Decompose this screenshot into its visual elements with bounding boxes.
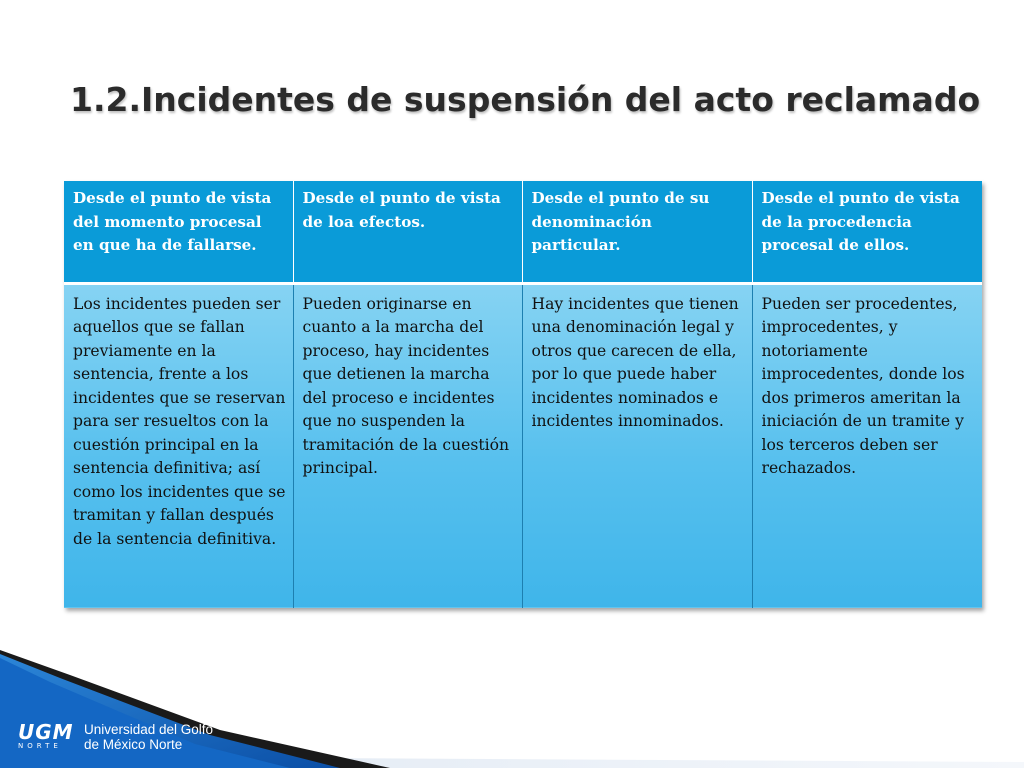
logo-sub: NORTE [18, 742, 62, 750]
incidents-table [64, 181, 982, 608]
table-header-row [64, 181, 982, 283]
institution-line-2: de México Norte [84, 737, 183, 752]
institution-line-1: Universidad del Golfo [84, 722, 214, 737]
slide-title: 1.2.Incidentes de suspensión del acto reclamado [70, 80, 981, 119]
ugm-logo-mark [18, 722, 72, 752]
body-cell-moment: Los incidentes pueden ser aquellos que se fallan previamente en la sentencia, frente a los incidentes que se reservan para ser resueltos con la cuestión principal en la sentencia definitiva; así como los incidentes que se tramitan y fallan después de la sentencia definitiva. [64, 283, 293, 608]
university-logo [18, 722, 213, 752]
institution-name [84, 722, 213, 752]
body-cell-procedence: Pueden ser procedentes, improcedentes, y notoriamente improcedentes, donde los dos primeros ameritan la iniciación de un tramite y los terceros deben ser rechazados. [752, 283, 982, 608]
header-cell-procedence: Desde el punto de vista de la procedencia procesal de ellos. [752, 181, 982, 283]
header-cell-denomination: Desde el punto de su denominación particular. [522, 181, 752, 283]
body-cell-effects: Pueden originarse en cuanto a la marcha del proceso, hay incidentes que detienen la marcha del proceso e incidentes que no suspenden la tramitación de la cuestión principal. [293, 283, 522, 608]
classification-table [64, 181, 982, 608]
body-cell-denomination: Hay incidentes que tienen una denominación legal y otros que carecen de ella, por lo que puede haber incidentes nominados e incidentes innominados. [522, 283, 752, 608]
table-row [64, 283, 982, 608]
header-cell-moment: Desde el punto de vista del momento procesal en que ha de fallarse. [64, 181, 293, 283]
header-cell-effects: Desde el punto de vista de loa efectos. [293, 181, 522, 283]
logo-letters: UGM [18, 720, 74, 744]
